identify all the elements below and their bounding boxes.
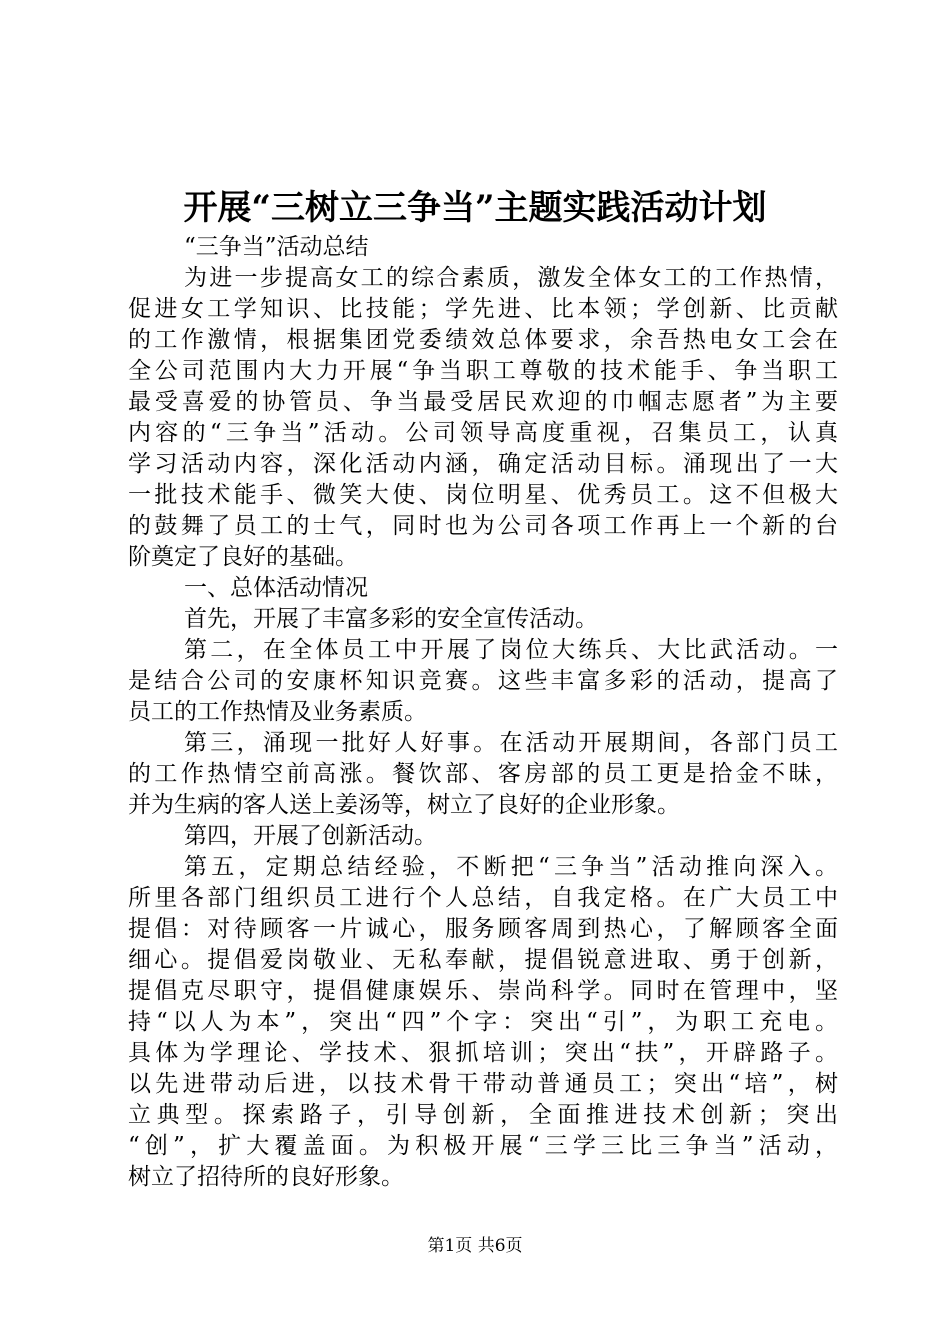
text-line: 最受喜爱的协管员、争当最受居民欢迎的巾帼志愿者”为主要 bbox=[128, 389, 838, 415]
text-line: 学习活动内容，深化活动内涵，确定活动目标。涌现出了一大 bbox=[128, 451, 838, 477]
text-line: 为进一步提高女工的综合素质，激发全体女工的工作热情， bbox=[184, 265, 838, 291]
text-line: 第二，在全体员工中开展了岗位大练兵、大比武活动。一 bbox=[184, 637, 838, 663]
text-line: 具体为学理论、学技术、狠抓培训；突出“扶”，开辟路子。 bbox=[128, 1040, 838, 1066]
text-line: 所里各部门组织员工进行个人总结，自我定格。在广大员工中 bbox=[128, 885, 838, 911]
text-line: 首先，开展了丰富多彩的安全宣传活动。 bbox=[184, 606, 598, 632]
text-line: 促进女工学知识、比技能；学先进、比本领；学创新、比贡献 bbox=[128, 296, 838, 322]
text-line: 第五，定期总结经验，不断把“三争当”活动推向深入。 bbox=[184, 854, 838, 880]
text-line: 的鼓舞了员工的士气，同时也为公司各项工作再上一个新的台 bbox=[128, 513, 838, 539]
text-line: 持“以人为本”，突出“四”个字：突出“引”，为职工充电。 bbox=[128, 1009, 838, 1035]
text-line: 是结合公司的安康杯知识竞赛。这些丰富多彩的活动，提高了 bbox=[128, 668, 838, 694]
text-line: 内容的“三争当”活动。公司领导高度重视，召集员工，认真 bbox=[128, 420, 838, 446]
text-line: 的工作热情空前高涨。餐饮部、客房部的员工更是拾金不昧， bbox=[128, 761, 838, 787]
text-line: 以先进带动后进，以技术骨干带动普通员工；突出“培”，树 bbox=[128, 1071, 838, 1097]
text-line: 的工作激情，根据集团党委绩效总体要求，余吾热电女工会在 bbox=[128, 327, 838, 353]
text-line: 全公司范围内大力开展“争当职工尊敬的技术能手、争当职工 bbox=[128, 358, 838, 384]
text-line: 提倡克尽职守，提倡健康娱乐、崇尚科学。同时在管理中，坚 bbox=[128, 978, 838, 1004]
page-number: 第1页 共6页 bbox=[427, 1236, 523, 1256]
text-line: 细心。提倡爱岗敬业、无私奉献，提倡锐意进取、勇于创新， bbox=[128, 947, 838, 973]
document-body bbox=[128, 232, 838, 1193]
text-line: “三争当”活动总结 bbox=[184, 234, 369, 260]
text-line: 一批技术能手、微笑大使、岗位明星、优秀员工。这不但极大 bbox=[128, 482, 838, 508]
text-line: “创”，扩大覆盖面。为积极开展“三学三比三争当”活动， bbox=[128, 1133, 838, 1159]
text-line: 提倡：对待顾客一片诚心，服务顾客周到热心，了解顾客全面 bbox=[128, 916, 838, 942]
text-line: 并为生病的客人送上姜汤等，树立了良好的企业形象。 bbox=[128, 792, 680, 818]
text-line: 第四，开展了创新活动。 bbox=[184, 823, 437, 849]
text-line: 阶奠定了良好的基础。 bbox=[128, 544, 358, 570]
document-title: 开展“三树立三争当”主题实践活动计划 bbox=[183, 188, 767, 228]
text-line: 员工的工作热情及业务素质。 bbox=[128, 699, 427, 725]
text-line: 立典型。探索路子，引导创新，全面推进技术创新；突出 bbox=[128, 1102, 838, 1128]
text-line: 第三，涌现一批好人好事。在活动开展期间，各部门员工 bbox=[184, 730, 838, 756]
section-heading: 一、总体活动情况 bbox=[184, 575, 368, 601]
text-line: 树立了招待所的良好形象。 bbox=[128, 1164, 404, 1190]
